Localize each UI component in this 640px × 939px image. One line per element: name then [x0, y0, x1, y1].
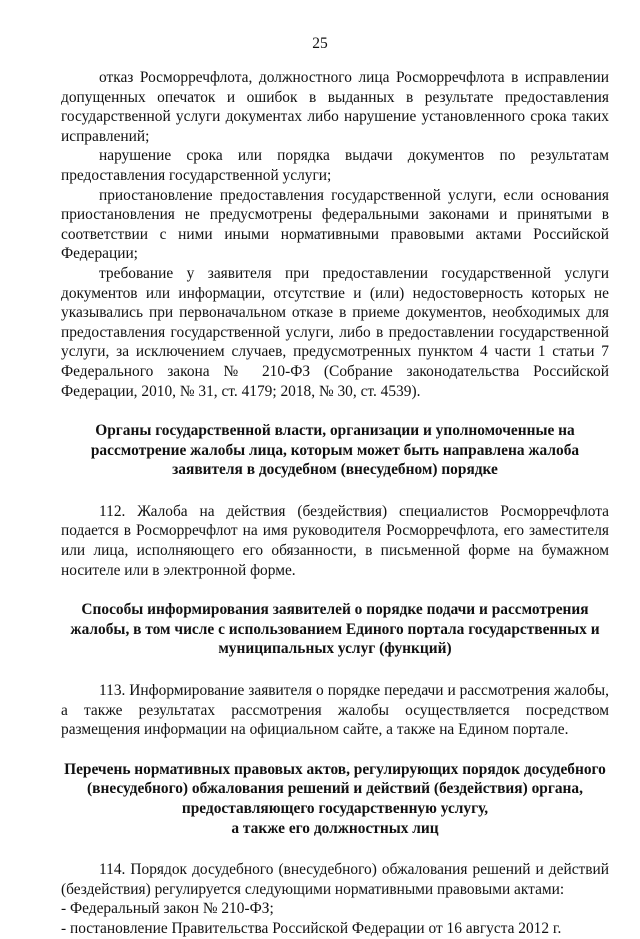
heading-regulatory-acts-line2: а также его должностных лиц: [231, 819, 439, 837]
paragraph-deadline-violation: нарушение срока или порядка выдачи документов по результатам предоставления государственной услуги;: [61, 147, 609, 184]
heading-regulatory-acts: [61, 760, 609, 838]
paragraph-113: 113. Информирование заявителя о порядке передачи и рассмотрения жалобы, а также результатах рассмотрения жалобы осуществляется посредством размещения информации на официальном сайте, а также на Едином портале.: [61, 682, 609, 739]
list-item-government-resolution: - постановление Правительства Российской Федерации от 16 августа 2012 г.: [61, 919, 562, 937]
heading-regulatory-acts-line1: Перечень нормативных правовых актов, регулирующих порядок досудебного (внесудебного) обжалования решений и действий (бездействия) органа, предоставляющего государственную услугу,: [64, 760, 606, 817]
paragraph-document-requirement: требование у заявителя при предоставлении государственной услуги документов или информации, отсутствие и (или) недостоверность которых не указывались при первоначальном отказе в приеме документов, необходимых для предоставления государственной услуги, либо в предоставлении государственной услуги, за исключением случаев, предусмотренных пунктом 4 части 1 статьи 7 Федерального закона № 210-ФЗ (Собрание законодательства Российской Федерации, 2010, № 31, ст. 4179; 2018, № 30, ст. 4539).: [61, 264, 609, 400]
paragraph-refusal-correction: отказ Росморречфлота, должностного лица Росморречфлота в исправлении допущенных опечаток и ошибок в выданных в результате предоставления государственной услуги документах либо нарушение установленного срока таких исправлений;: [61, 69, 609, 145]
paragraph-112: 112. Жалоба на действия (бездействия) специалистов Росморречфлота подается в Росморречфлот на имя руководителя Росморречфлота, его заместителя или лица, исполняющего его обязанности, в письменной форме на бумажном носителе или в электронной форме.: [61, 502, 609, 579]
list-item-federal-law: - Федеральный закон № 210-ФЗ;: [61, 900, 274, 918]
heading-informing-methods: Способы информирования заявителей о порядке подачи и рассмотрения жалобы, в том числе с использованием Единого портала государственных и муниципальных услуг (функций): [70, 601, 600, 658]
heading-complaint-bodies: Органы государственной власти, организации и уполномоченные на рассмотрение жалобы лица, которым может быть направлена жалоба заявителя в досудебном (внесудебном) порядке: [90, 422, 580, 479]
page-number: 25: [312, 35, 328, 52]
paragraph-114: 114. Порядок досудебного (внесудебного) обжалования решений и действий (бездействия) регулируется следующими нормативными правовыми актами:: [61, 861, 609, 898]
paragraph-suspension: приостановление предоставления государственной услуги, если основания приостановления не предусмотрены федеральными законами и принятыми в соответствии с ними иными нормативными правовыми актами Российской Федерации;: [61, 186, 609, 263]
document-body: [61, 68, 609, 939]
